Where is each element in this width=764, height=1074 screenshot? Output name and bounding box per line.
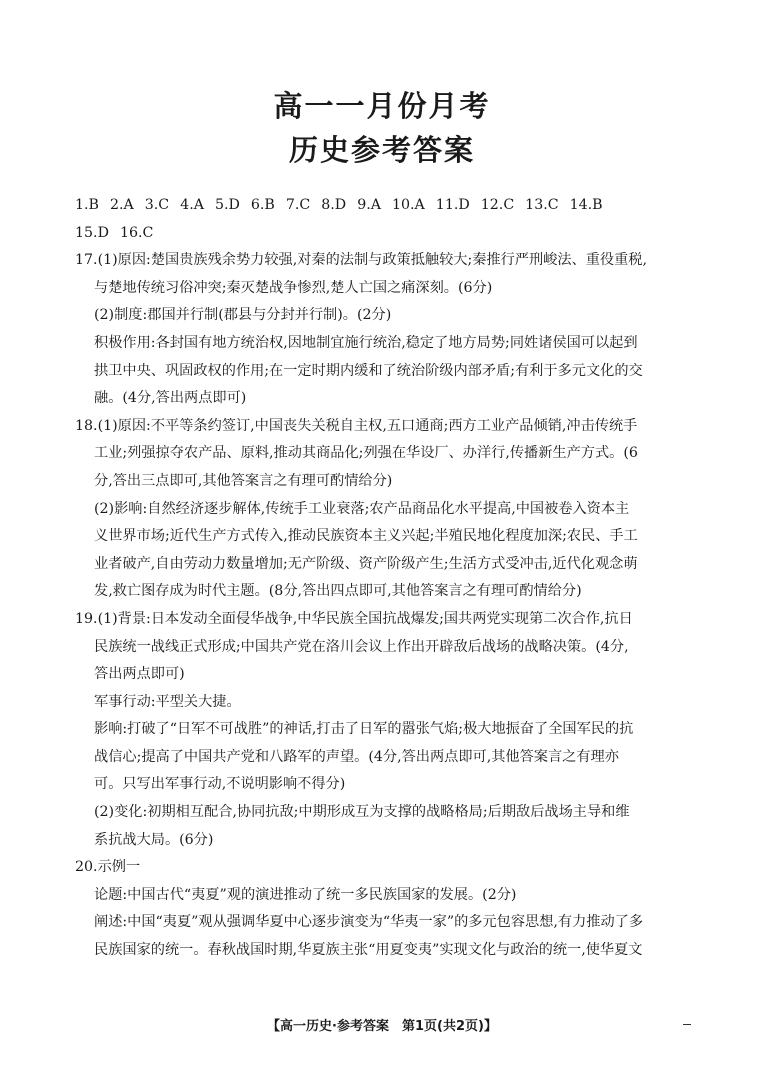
mc-answer: 3.C [144, 197, 170, 213]
mc-answer: 13.C [525, 197, 559, 213]
mc-answer: 1.B [75, 197, 99, 213]
answer-line: 业者破产,自由劳动力数量增加;无产阶级、资产阶级产生;生活方式受冲击,近代化观念萌 [94, 555, 638, 572]
answer-line: 军事行动:平型关大捷。 [94, 693, 241, 710]
answer-line: 18.(1)原因:不平等条约签订,中国丧失关税自主权,五口通商;西方工业产品倾销,冲击传统手 [75, 417, 638, 434]
answer-line: 融。(4分,答出两点即可) [94, 390, 247, 407]
answer-line: 战信心;提高了中国共产党和八路军的声望。(4分,答出两点即可,其他答案言之有理亦 [94, 748, 619, 765]
mc-answers-line-1 [75, 192, 695, 220]
answer-line: 20.示例一 [75, 859, 141, 876]
answer-line: (2)变化:初期相互配合,协同抗敌;中期形成互为支撑的战略格局;后期敌后战场主导和维 [94, 804, 630, 821]
mc-answer: 8.D [321, 197, 347, 213]
answer-line: 19.(1)背景:日本发动全面侵华战争,中华民族全国抗战爆发;国共两党实现第二次合作,抗日 [75, 610, 633, 627]
answer-line: 民族国家的统一。春秋战国时期,华夏族主张“用夏变夷”实现文化与政治的统一,使华夏文 [94, 942, 643, 959]
answer-line: 与楚地传统习俗冲突;秦灭楚战争惨烈,楚人亡国之痛深刻。(6分) [94, 279, 493, 296]
mc-answers-line-2 [75, 220, 695, 248]
answer-line: 系抗战大局。(6分) [94, 831, 214, 848]
answer-line: 义世界市场;近代生产方式传入,推动民族资本主义兴起;半殖民地化程度加深;农民、手工 [94, 528, 638, 545]
mc-answer: 11.D [435, 197, 470, 213]
answer-line: (2)制度:郡国并行制(郡县与分封并行制)。(2分) [94, 307, 392, 324]
question-18 [75, 413, 695, 606]
question-17 [75, 247, 695, 413]
mc-answer: 5.D [214, 197, 240, 213]
mc-answer: 15.D [75, 224, 109, 241]
answer-content [75, 192, 695, 965]
mc-answer: 9.A [357, 197, 381, 213]
exam-title: 高一一月份月考 [273, 89, 491, 123]
answer-line: 阐述:中国“夷夏”观从强调华夏中心逐步演变为“华夷一家”的多元包容思想,有力推动了多 [94, 914, 644, 931]
answer-line: 影响:打破了“日军不可战胜”的神话,打击了日军的嚣张气焰;极大地振奋了全国军民的抗 [94, 721, 634, 738]
question-19 [75, 606, 695, 854]
question-20 [75, 854, 695, 964]
mc-answer: 14.B [569, 197, 603, 213]
mc-answer: 2.A [109, 197, 134, 213]
answer-key-title: 历史参考答案 [288, 133, 475, 167]
answer-line: 发,救亡图存成为时代主题。(8分,答出四点即可,其他答案言之有理可酌情给分) [94, 583, 582, 600]
answer-line: 论题:中国古代“夷夏”观的演进推动了统一多民族国家的发展。(2分) [94, 886, 517, 903]
answer-line: 分,答出三点即可,其他答案言之有理可酌情给分) [94, 472, 393, 489]
answer-line: 工业;列强掠夺农产品、原料,推动其商品化;列强在华设厂、办洋行,传播新生产方式。(6 [94, 445, 638, 462]
answer-line: 可。只写出军事行动,不说明影响不得分) [94, 776, 346, 793]
mc-answer: 6.B [250, 197, 275, 213]
answer-line: (2)影响:自然经济逐步解体,传统手工业衰落;农产品商品化水平提高,中国被卷入资本主 [94, 500, 630, 517]
mc-answer: 7.C [285, 197, 311, 213]
answer-line: 积极作用:各封国有地方统治权,因地制宜施行统治,稳定了地方局势;同姓诸侯国可以起到 [94, 334, 638, 351]
answer-line: 民族统一战线正式形成;中国共产党在洛川会议上作出开辟敌后战场的战略决策。(4分, [94, 638, 629, 655]
mc-answer: 12.C [480, 197, 515, 213]
footer-dash [683, 1024, 691, 1025]
mc-answer: 10.A [391, 197, 425, 213]
mc-answer: 16.C [119, 224, 154, 241]
page-footer: 【高一历史·参考答案 第1页(共2页)】 [267, 1019, 497, 1034]
answer-line: 17.(1)原因:楚国贵族残余势力较强,对秦的法制与政策抵触较大;秦推行严刑峻法、重役重税, [75, 252, 647, 269]
answer-line: 拱卫中央、巩固政权的作用;在一定时期内缓和了统治阶级内部矛盾;有利于多元文化的交 [94, 362, 643, 379]
answer-line: 答出两点即可) [94, 666, 185, 683]
mc-answer: 4.A [180, 197, 204, 213]
